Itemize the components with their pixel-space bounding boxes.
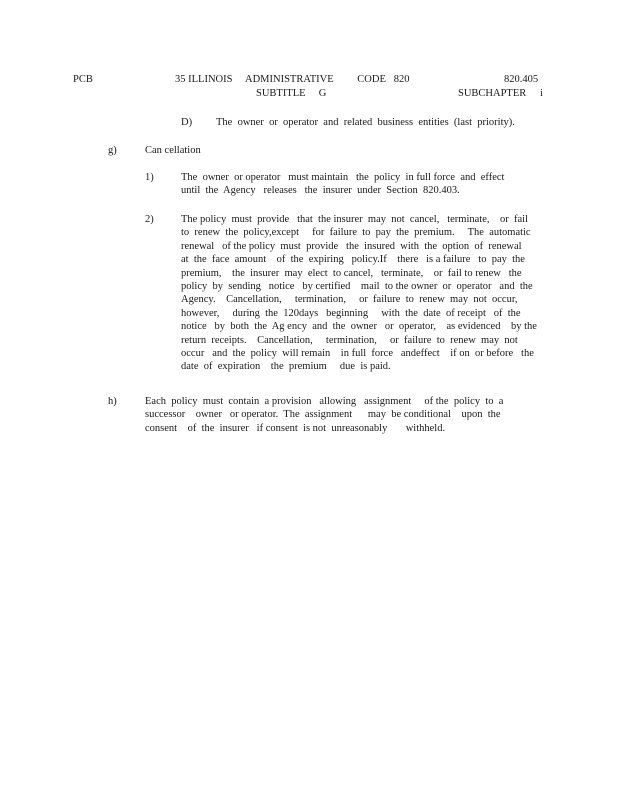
item-2-line: date of expiration the premium due is paid. <box>181 361 391 373</box>
item-2-line: at the face amount of the expiring policy.If there is a failure to pay the <box>181 254 525 266</box>
section-h-text <box>145 395 503 435</box>
item-2-label: 2) <box>145 214 154 225</box>
header-title: 35 ILLINOIS ADMINISTRATIVE CODE 820 <box>175 74 410 85</box>
item-d-label: D) <box>181 117 193 128</box>
header-subchapter: SUBCHAPTER <box>458 88 527 99</box>
item-2-line: The policy must provide that the insurer may not cancel, terminate, or fail <box>181 214 528 225</box>
item-2-line: return receipts. Cancellation, termination, or failure to renew may not <box>181 334 518 346</box>
item-1-text <box>181 171 504 198</box>
header-section-number: 820.405 <box>504 74 539 85</box>
item-2-line: notice by both the Ag ency and the owner or operator, as evidenced by the <box>181 321 537 333</box>
section-h-label: h) <box>108 396 117 407</box>
section-h-line: Each policy must contain a provision allowing assignment of the policy to a <box>145 396 504 407</box>
item-d-text: The owner or operator and related business entities (last priority). <box>216 117 515 128</box>
header-subchapter-letter: i <box>540 88 543 99</box>
item-1-line: until the Agency releases the insurer under Section 820.403. <box>181 185 460 197</box>
item-2-line: renewal of the policy must provide the insured with the option of renewal <box>181 240 522 252</box>
item-2-line: however, during the 120days beginning with the date of receipt of the <box>181 307 521 319</box>
section-h-line: consent of the insurer if consent is not unreasonably withheld. <box>145 422 446 434</box>
section-g-heading: Can cellation <box>145 145 201 156</box>
section-g-label: g) <box>108 145 117 156</box>
item-2-line: policy by sending notice by certified mail to the owner or operator and the <box>181 281 533 293</box>
section-h-line: successor owner or operator. The assignment may be conditional upon the <box>145 409 501 421</box>
header-agency: PCB <box>73 74 93 85</box>
item-2-text <box>181 213 537 374</box>
header-subtitle: SUBTITLE G <box>256 88 327 99</box>
item-2-line: occur and the policy will remain in full force andeffect if on or before the <box>181 348 534 360</box>
item-1-line: The owner or operator must maintain the policy in full force and effect <box>181 172 505 183</box>
item-1-label: 1) <box>145 172 154 183</box>
item-2-line: Agency. Cancellation, termination, or failure to renew may not occur, <box>181 294 518 306</box>
item-2-line: premium, the insurer may elect to cancel, terminate, or fail to renew the <box>181 267 522 279</box>
item-2-line: to renew the policy,except for failure to pay the premium. The automatic <box>181 227 531 239</box>
